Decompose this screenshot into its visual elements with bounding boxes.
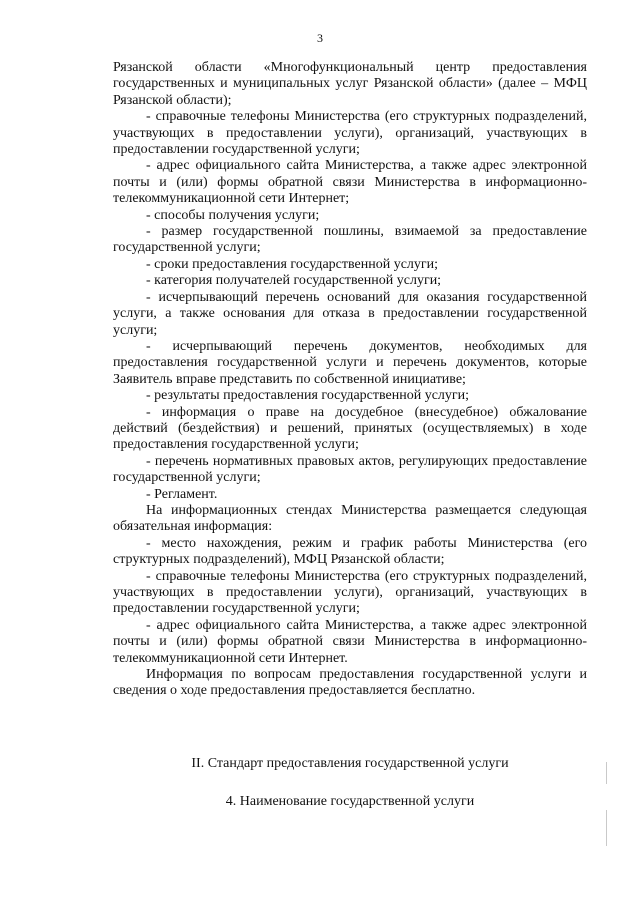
list-item-stand-website: - адрес официального сайта Министерства, а также адрес электронной почты и (или) формы обратной связи Министерства в информационно-телекоммуникационной сети Интернет. — [113, 617, 587, 666]
body-text — [113, 60, 587, 700]
list-item-appeal: - информация о праве на досудебное (внесудебное) обжалование действий (бездействия) и решений, принятых (осуществляемых) в ходе предоставления государственной услуги; — [113, 404, 587, 453]
paragraph-stands: На информационных стендах Министерства размещается следующая обязательная информация: — [113, 502, 587, 535]
scan-edge-mark — [606, 762, 607, 784]
section-heading: II. Стандарт предоставления государственной услуги — [191, 756, 509, 771]
list-item-regulation: - Регламент. — [146, 486, 218, 502]
list-item-results: - результаты предоставления государственной услуги; — [146, 388, 470, 404]
paragraph-mfc-continuation: Рязанской области «Многофункциональный центр предоставления государственных и муниципальных услуг Рязанской области» (далее – МФЦ Рязанской области); — [113, 60, 587, 108]
list-item-phones: - справочные телефоны Министерства (его структурных подразделений, участвующих в предоставлении услуги), организаций, участвующих в предоставлении государственной услуги; — [113, 109, 587, 158]
list-item-terms: - сроки предоставления государственной услуги; — [146, 256, 439, 272]
scan-edge-mark — [606, 810, 607, 846]
list-item-location: - место нахождения, режим и график работы Министерства (его структурных подразделений), МФЦ Рязанской области; — [113, 535, 587, 568]
list-item-recipients: - категория получателей государственной услуги; — [146, 273, 442, 289]
list-item-stand-phones: - справочные телефоны Министерства (его структурных подразделений, участвующих в предоставлении услуги), организаций, участвующих в предоставлении государственной услуги; — [113, 568, 587, 617]
list-item-methods: - способы получения услуги; — [146, 207, 320, 223]
list-item-documents: - исчерпывающий перечень документов, необходимых для предоставления государственной услуги и перечень документов, которые Заявитель вправе представить по собственной инициативе; — [113, 338, 587, 387]
list-item-legal-acts: - перечень нормативных правовых актов, регулирующих предоставление государственной услуги; — [113, 453, 587, 486]
list-item-website: - адрес официального сайта Министерства, а также адрес электронной почты и (или) формы обратной связи Министерства в информационно-телекоммуникационной сети Интернет; — [113, 158, 587, 207]
paragraph-free-info: Информация по вопросам предоставления государственной услуги и сведения о ходе предоставления предоставляется бесплатно. — [113, 667, 587, 699]
list-item-fee: - размер государственной пошлины, взимаемой за предоставление государственной услуги; — [113, 224, 587, 256]
page-number: 3 — [317, 31, 323, 45]
list-item-grounds: - исчерпывающий перечень оснований для оказания государственной услуги, а также основания для отказа в предоставлении государственной услуги; — [113, 289, 587, 338]
subsection-heading: 4. Наименование государственной услуги — [225, 794, 475, 809]
